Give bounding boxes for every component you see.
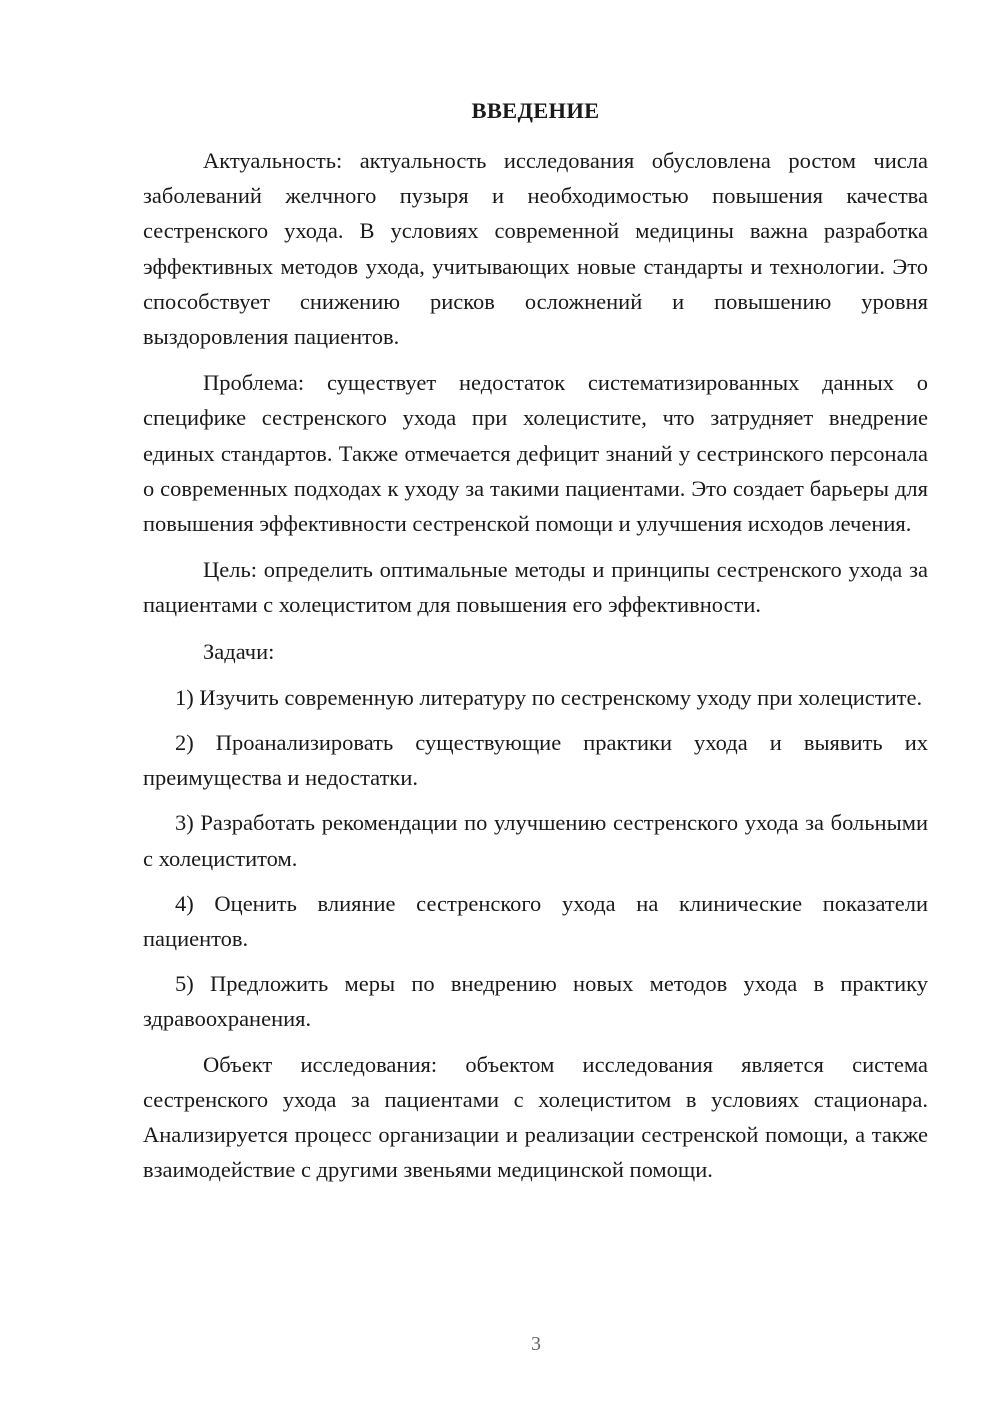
page-content	[143, 92, 928, 1198]
paragraph-problem: Проблема: существует недостаток систематизированных данных о специфике сестренского ухода при холецистите, что затрудняет внедрение единых стандартов. Также отмечается дефицит знаний у сестринского персонала о современных подходах к уходу за такими пациентами. Это создает барьеры для повышения эффективности сестренской помощи и улучшения исходов лечения.	[143, 370, 928, 537]
paragraph-goal: Цель: определить оптимальные методы и принципы сестренского ухода за пациентами с холециститом для повышения его эффективности.	[143, 557, 928, 618]
task-item: 2) Проанализировать существующие практики ухода и выявить их преимущества и недостатки.	[143, 730, 928, 791]
task-item: 5) Предложить меры по внедрению новых методов ухода в практику здравоохранения.	[143, 971, 928, 1032]
task-item: 3) Разработать рекомендации по улучшению сестренского ухода за больными с холециститом.	[143, 810, 928, 871]
paragraph-object: Объект исследования: объектом исследования является система сестренского ухода за пациентами с холециститом в условиях стационара. Анализируется процесс организации и реализации сестренской помощи, а также взаимодействие с другими звеньями медицинской помощи.	[143, 1051, 928, 1183]
task-item: 4) Оценить влияние сестренского ухода на клинические показатели пациентов.	[143, 890, 928, 952]
tasks-label: Задачи:	[203, 638, 275, 664]
section-heading: ВВЕДЕНИЕ	[471, 98, 600, 123]
tasks-list	[143, 680, 928, 1037]
task-item: 1) Изучить современную литературу по сестренскому уходу при холецистите.	[175, 684, 923, 710]
page-number: 3	[531, 1333, 541, 1355]
paragraph-relevance: Актуальность: актуальность исследования обусловлена ростом числа заболеваний желчного пузыря и необходимостью повышения качества сестренского ухода. В условиях современной медицины важна разработка эффективных методов ухода, учитывающих новые стандарты и технологии. Это способствует снижению рисков осложнений и повышению уровня выздоровления пациентов.	[143, 148, 928, 350]
